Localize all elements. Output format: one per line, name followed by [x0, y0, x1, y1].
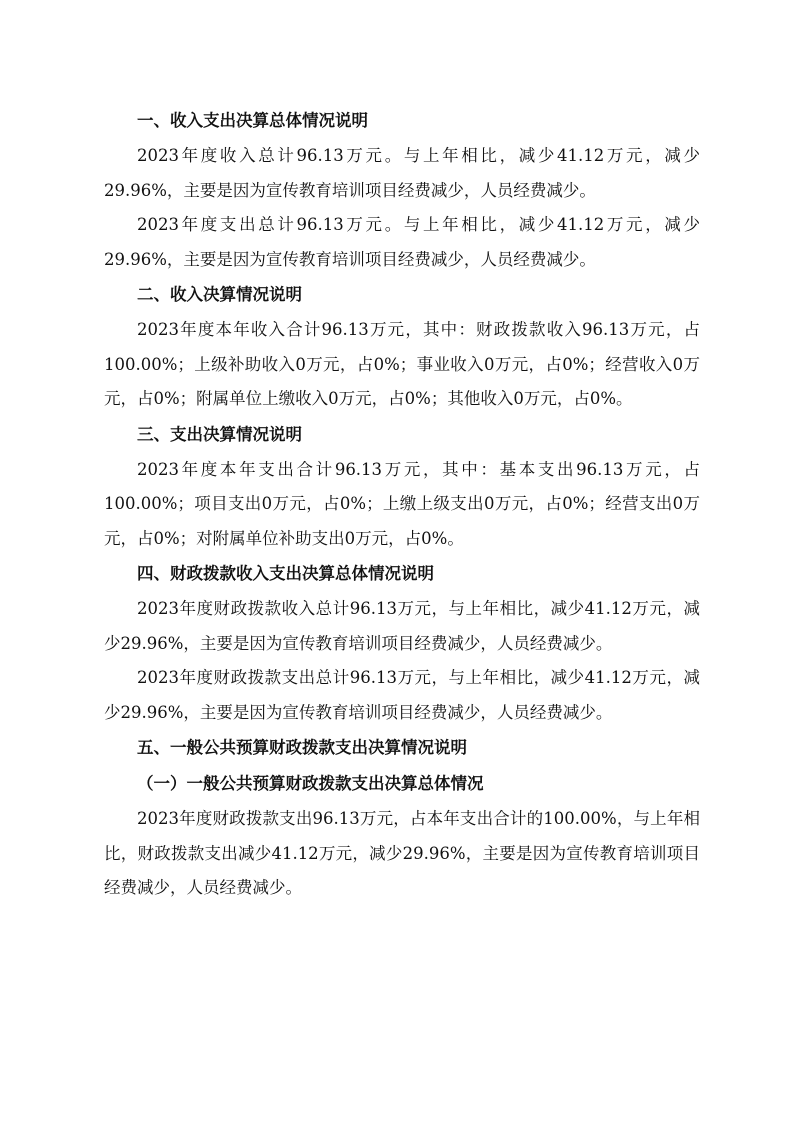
section-5-paragraph-1: 2023年度财政拨款支出96.13万元，占本年支出合计的100.00%，与上年相比，财政拨款支出减少41.12万元，减少29.96%，主要是因为宣传教育培训项目经费减少，人员经费减少。 [104, 809, 700, 897]
section-4-paragraph-1: 2023年度财政拨款收入总计96.13万元，与上年相比，减少41.12万元，减少29.96%，主要是因为宣传教育培训项目经费减少，人员经费减少。 [104, 599, 700, 653]
section-heading-5: 五、一般公共预算财政拨款支出决算情况说明 [137, 738, 467, 757]
section-heading-3: 三、支出决算情况说明 [137, 424, 302, 444]
section-heading-1: 一、收入支出决算总体情况说明 [137, 111, 368, 130]
section-heading-2: 二、收入决算情况说明 [137, 285, 302, 304]
document-body [104, 103, 700, 906]
section-heading-4: 四、财政拨款收入支出决算总体情况说明 [137, 564, 434, 583]
section-1-paragraph-1: 2023年度收入总计96.13万元。与上年相比，减少41.12万元，减少29.96%，主要是因为宣传教育培训项目经费减少，人员经费减少。 [104, 146, 700, 200]
section-3-paragraph-1: 2023年度本年支出合计96.13万元，其中：基本支出96.13万元，占100.00%；项目支出0万元，占0%；上缴上级支出0万元，占0%；经营支出0万元，占0%；对附属单位补助支出0万元，占0%。 [104, 459, 700, 548]
section-5-subheading-1: （一）一般公共预算财政拨款支出决算总体情况 [137, 774, 484, 793]
section-1-paragraph-2: 2023年度支出总计96.13万元。与上年相比，减少41.12万元，减少29.96%，主要是因为宣传教育培训项目经费减少，人员经费减少。 [104, 215, 700, 269]
section-2-paragraph-1: 2023年度本年收入合计96.13万元，其中：财政拨款收入96.13万元，占100.00%；上级补助收入0万元，占0%；事业收入0万元，占0%；经营收入0万元，占0%；附属单位上缴收入0万元，占0%；其他收入0万元，占0%。 [104, 320, 700, 408]
section-4-paragraph-2: 2023年度财政拨款支出总计96.13万元，与上年相比，减少41.12万元，减少29.96%，主要是因为宣传教育培训项目经费减少，人员经费减少。 [104, 668, 700, 722]
